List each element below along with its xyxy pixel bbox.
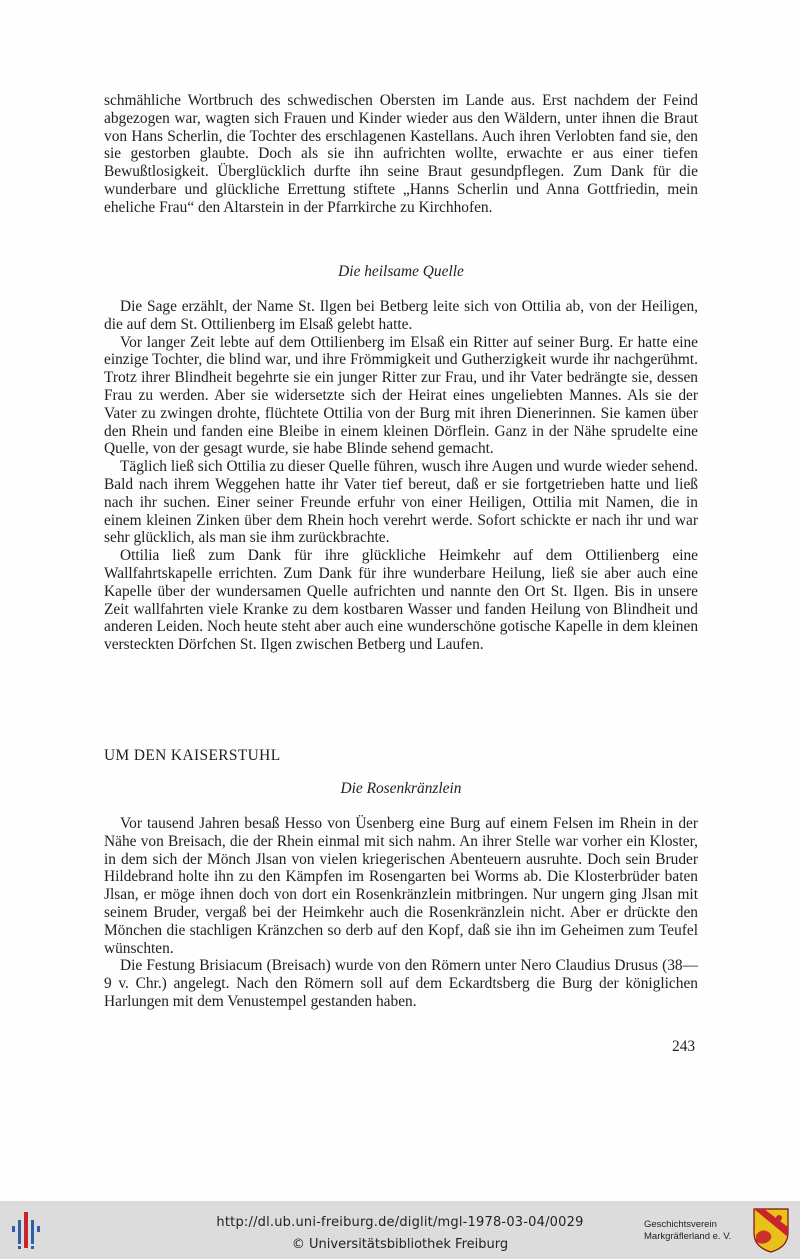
story-rosenkraenzlein-body bbox=[104, 815, 698, 1011]
society-line-1: Geschichtsverein bbox=[644, 1219, 717, 1230]
society-line-2: Markgräflerland e. V. bbox=[644, 1231, 732, 1242]
markgraeflerland-crest-icon bbox=[752, 1207, 790, 1253]
story-title: Die Rosenkränzlein bbox=[340, 780, 462, 797]
story-heilsame-quelle bbox=[104, 263, 698, 281]
section-title: UM DEN KAISERSTUHL bbox=[104, 747, 281, 764]
story-paragraph: Ottilia ließ zum Dank für ihre glückliche Heimkehr auf dem Ottilienberg eine Wallfahrtskapelle errichten. Zum Dank für ihre wunderbare Heilung, ließ sie aber auch eine Kapelle über der wundersamen Quelle aufrichten und nannte den Ort St. Ilgen. Bis in unsere Zeit wallfahrten viele Kranke zu dem kostbaren Wasser und fanden Heilung von Blindheit und anderen Leiden. Noch heute steht aber auch eine wunderschöne gotische Kapelle in dem kleinen versteckten Dörfchen St. Ilgen zwischen Betberg und Laufen. bbox=[104, 547, 699, 654]
intro-paragraph: schmähliche Wortbruch des schwedischen Obersten im Lande aus. Erst nachdem der Feind abgezogen war, wagten sich Frauen und Kinder wieder aus den Wäldern, unter ihnen die Braut von Hans Scherlin, die Tochter des erschlagenen Kastellans. Auch ihren Verlobten fand sie, den sie gestorben glaubte. Doch als sie ihn aufrichten wollte, erwachte er aus einer tiefen Bewußtlosigkeit. Überglücklich durfte ihn seine Braut gesundpflegen. Zum Dank für die wunderbare und glückliche Errettung stiftete „Hanns Scherlin und Anna Gottfriedin, mein eheliche Frau“ den Altarstein in der Pfarrkirche zu Kirchhofen. bbox=[104, 92, 698, 216]
story-paragraph: Die Festung Brisiacum (Breisach) wurde von den Römern unter Nero Claudius Drusus (38—9 v. Chr.) angelegt. Nach den Römern soll auf dem Eckardtsberg die Burg der königlichen Harlungen mit dem Venustempel gestanden haben. bbox=[104, 957, 698, 1010]
society-name bbox=[644, 1219, 731, 1243]
story-paragraph: Täglich ließ sich Ottilia zu dieser Quelle führen, wusch ihre Augen und wurde wieder sehend. Bald nach ihrem Weggehen hatte ihr Vater tief bereut, daß er sie fortgetrieben hatte und ließ nach ihr suchen. Einer seiner Freunde erfuhr von einer Heiligen, Ottilia mit Namen, die in einem kleinen Zinken über dem Rhein hoch verehrt werde. Sofort schickte er nach ihr und war sehr glücklich, als man sie ihm zurückbrachte. bbox=[104, 458, 698, 547]
story-paragraph: Vor tausend Jahren besaß Hesso von Üsenberg eine Burg auf einem Felsen im Rhein in der Nähe von Breisach, die der Rhein einmal mit sich nahm. An ihrer Stelle war vorher ein Kloster, in dem sich der Mönch Jlsan von vielen kriegerischen Abenteuern ausruhte. Doch sein Bruder Hildebrand holte ihn zu den Kämpfen im Rosengarten bei Worms ab. Die Klosterbrüder baten Jlsan, er möge ihnen doch von dort ein Rosenkränzlein mitbringen. Nur ungern ging Jlsan mit seinem Bruder, vergaß bei der Heimkehr auch die Rosenkränzlein nicht. Aber er drückte den Mönchen die stachligen Kränzchen so derb auf den Kopf, daß sie ihn im Geheimen zum Teufel wünschten. bbox=[104, 815, 698, 957]
footer-bar bbox=[0, 1201, 800, 1259]
story-paragraph: Vor langer Zeit lebte auf dem Ottilienberg im Elsaß ein Ritter auf seiner Burg. Er hatte eine einzige Tochter, die blind war, und ihre Frömmigkeit und Gutherzigkeit wurde ihr nachgerühmt. Trotz ihrer Blindheit begehrte sie ein junger Ritter zur Frau, und ihr Vater bedrängte sie, dessen Frau zu werden. Aber sie widersetzte sich der Heirat eines ungeliebten Mannes. Als sie der Vater zu zwingen drohte, flüchtete Ottilia von der Burg mit ihren Dienerinnen. Sie kamen über den Rhein und fanden eine Bleibe in einem kleinen Dörflein. Ganz in der Nähe sprudelte eine Quelle, von der gesagt wurde, sie habe Blinde sehend gemacht. bbox=[104, 333, 698, 458]
section-heading-block bbox=[104, 747, 698, 765]
story-title: Die heilsame Quelle bbox=[338, 263, 464, 280]
story-heilsame-quelle-body bbox=[104, 298, 698, 654]
ub-freiburg-logo-icon bbox=[8, 1208, 52, 1252]
story-rosenkraenzlein bbox=[104, 780, 698, 798]
story-paragraph: Die Sage erzählt, der Name St. Ilgen bei Betberg leite sich von Ottilia ab, von der Heiligen, die auf dem St. Ottilienberg im Elsaß gelebt hatte. bbox=[104, 298, 698, 333]
copyright-notice: © Universitätsbibliothek Freiburg bbox=[291, 1237, 509, 1252]
intro-block bbox=[104, 92, 698, 217]
page-number: 243 bbox=[672, 1038, 696, 1055]
document-url-link[interactable]: http://dl.ub.uni-freiburg.de/diglit/mgl-1978-03-04/0029 bbox=[216, 1215, 584, 1230]
